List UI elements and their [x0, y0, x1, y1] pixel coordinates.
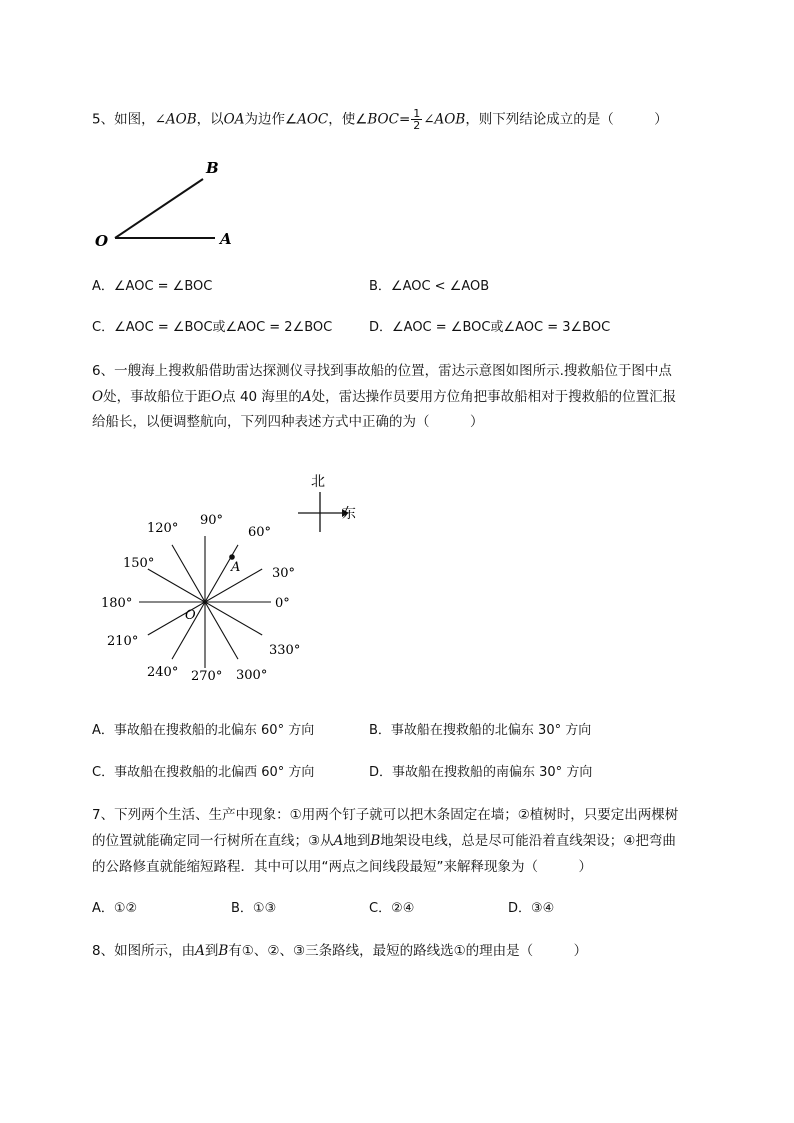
- q8-stem: 8、如图所示，由A到B有①、②、③三条路线，最短的路线选①的理由是（ ）: [92, 943, 588, 959]
- radar-degree-label: 30°: [272, 566, 296, 581]
- q6-option-d[interactable]: D．事故船在搜救船的南偏东 30° 方向: [369, 765, 593, 780]
- q6-stem-line2: O处，事故船位于距O点 40 海里的A处，雷达操作员要用方位角把事故船相对于搜救船的位置汇报: [92, 389, 677, 405]
- q6-option-c[interactable]: C．事故船在搜救船的北偏西 60° 方向: [92, 765, 315, 780]
- radar-degree-label: 270°: [191, 669, 223, 684]
- q7-stem-line3: 的公路修直就能缩短路程．其中可以用“两点之间线段最短”来解释现象为（ ）: [92, 859, 592, 875]
- ray-ob: [115, 179, 203, 238]
- label-a: A: [231, 560, 241, 575]
- q6-stem-line1: 6、一艘海上搜救船借助雷达探测仪寻找到事故船的位置，雷达示意图如图所示.搜救船位于图中点: [92, 363, 672, 379]
- radar-degree-label: 150°: [123, 556, 155, 571]
- east-label: 东: [342, 506, 356, 522]
- radar-degree-label: 60°: [248, 525, 272, 540]
- label-b: B: [206, 159, 219, 177]
- label-o: O: [185, 608, 196, 623]
- radar-degree-label: 0°: [275, 596, 290, 611]
- q5-option-c[interactable]: C．∠AOC = ∠BOC或∠AOC = 2∠BOC: [92, 320, 333, 335]
- point-a: [229, 554, 235, 560]
- q7-option-c[interactable]: C．②④: [369, 901, 415, 916]
- q5-option-a[interactable]: A．∠AOC = ∠BOC: [92, 279, 213, 294]
- radar-degree-label: 330°: [269, 643, 301, 658]
- label-a: A: [220, 230, 232, 248]
- radar-degree-label: 300°: [236, 668, 268, 683]
- radar-diagram: [95, 505, 325, 690]
- q6-stem-line3: 给船长，以便调整航向，下列四种表述方式中正确的为（ ）: [92, 414, 484, 430]
- q7-option-b[interactable]: B．①③: [231, 901, 277, 916]
- radar-degree-label: 120°: [147, 521, 179, 536]
- label-o: O: [95, 232, 109, 250]
- q7-option-d[interactable]: D．③④: [508, 901, 555, 916]
- q7-stem-line2: 的位置就能确定同一行树所在直线；③从A地到B地架设电线，总是尽可能沿着直线架设；④把弯曲: [92, 833, 676, 849]
- q5-option-d[interactable]: D．∠AOC = ∠BOC或∠AOC = 3∠BOC: [369, 320, 611, 335]
- radar-degree-label: 180°: [101, 596, 133, 611]
- q7-option-a[interactable]: A．①②: [92, 901, 138, 916]
- q6-option-b[interactable]: B．事故船在搜救船的北偏东 30° 方向: [369, 723, 592, 738]
- q5-angle-figure: [90, 150, 250, 255]
- radar-degree-label: 210°: [107, 634, 139, 649]
- q7-stem-line1: 7、下列两个生活、生产中现象：①用两个钉子就可以把木条固定在墙；②植树时，只要定出两棵树: [92, 807, 679, 823]
- north-label: 北: [311, 474, 325, 490]
- q5-option-b[interactable]: B．∠AOC < ∠AOB: [369, 279, 490, 294]
- radar-degree-label: 240°: [147, 665, 179, 680]
- one-half-fraction: $\frac{1}{2}$: [413, 107, 421, 132]
- q5-stem: 5、如图，∠AOB，以OA为边作∠AOC，使∠BOC= $\frac{1}{2}$ ∠AOB，则下列结论成立的是（ ）: [92, 107, 668, 132]
- radar-degree-label: 90°: [200, 513, 224, 528]
- q6-option-a[interactable]: A．事故船在搜救船的北偏东 60° 方向: [92, 723, 315, 738]
